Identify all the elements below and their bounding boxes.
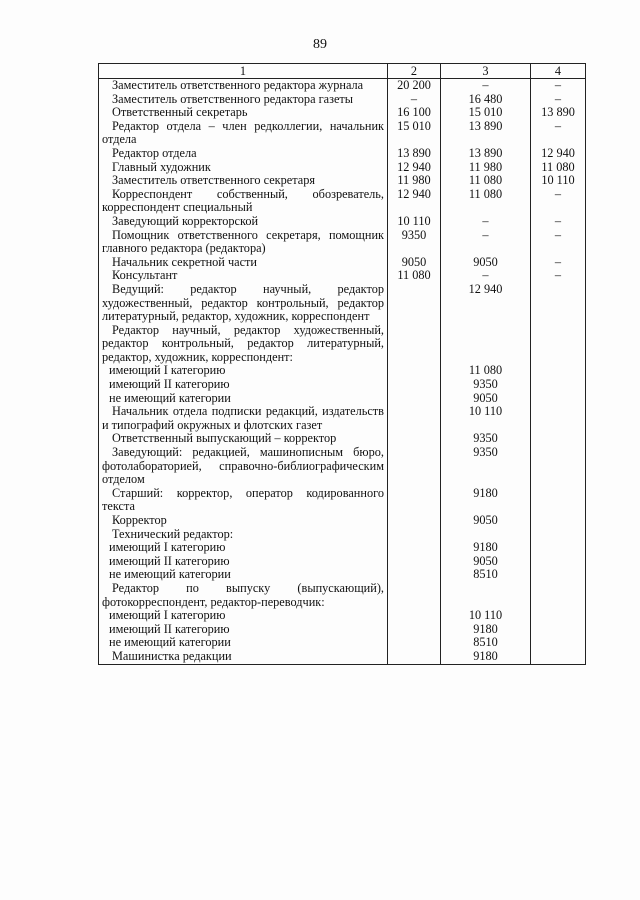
- column-header-1: 1: [99, 64, 388, 79]
- salary-value-c3: [441, 582, 531, 609]
- salary-value-c3: –: [441, 215, 531, 229]
- salary-value-c3: 10 110: [441, 609, 531, 623]
- table-row: [99, 636, 586, 650]
- table-row: [99, 555, 586, 569]
- salary-value-c2: 9050: [388, 256, 441, 270]
- salary-table: [98, 63, 586, 665]
- table-row: [99, 79, 586, 93]
- position-name: имеющий I категорию: [99, 541, 388, 555]
- position-name: Начальник отдела подписки редакций, издательств и типографий окружных и флотских газет: [99, 405, 388, 432]
- table-row: [99, 528, 586, 542]
- position-name: Заведующий: редакцией, машинописным бюро, фотолабораторией, справочно-библиографическим отделом: [99, 446, 388, 487]
- salary-value-c2: [388, 528, 441, 542]
- salary-value-c2: 13 890: [388, 147, 441, 161]
- salary-value-c2: [388, 446, 441, 487]
- salary-value-c2: 20 200: [388, 79, 441, 93]
- salary-value-c4: [531, 283, 586, 324]
- position-name: имеющий II категорию: [99, 623, 388, 637]
- salary-value-c4: [531, 568, 586, 582]
- salary-table-container: [98, 63, 586, 665]
- column-header-3: 3: [441, 64, 531, 79]
- table-row: [99, 269, 586, 283]
- salary-value-c3: 9180: [441, 623, 531, 637]
- salary-value-c2: 11 980: [388, 174, 441, 188]
- position-name: Консультант: [99, 269, 388, 283]
- salary-value-c2: [388, 487, 441, 514]
- salary-value-c2: [388, 568, 441, 582]
- table-row: [99, 229, 586, 256]
- position-name: имеющий II категорию: [99, 555, 388, 569]
- salary-value-c4: 10 110: [531, 174, 586, 188]
- position-name: Старший: корректор, оператор кодированного текста: [99, 487, 388, 514]
- salary-value-c3: 13 890: [441, 120, 531, 147]
- salary-value-c4: –: [531, 229, 586, 256]
- table-row: [99, 650, 586, 664]
- salary-value-c3: 9050: [441, 514, 531, 528]
- salary-value-c3: 8510: [441, 568, 531, 582]
- salary-value-c4: [531, 446, 586, 487]
- salary-value-c3: [441, 528, 531, 542]
- position-name: Начальник секретной части: [99, 256, 388, 270]
- salary-value-c4: –: [531, 120, 586, 147]
- table-row: [99, 147, 586, 161]
- salary-value-c2: 11 080: [388, 269, 441, 283]
- column-header-2: 2: [388, 64, 441, 79]
- salary-value-c2: [388, 623, 441, 637]
- table-row: [99, 364, 586, 378]
- position-name: имеющий I категорию: [99, 364, 388, 378]
- table-row: [99, 392, 586, 406]
- table-row: [99, 487, 586, 514]
- salary-value-c3: 9350: [441, 446, 531, 487]
- salary-value-c2: [388, 636, 441, 650]
- salary-value-c4: –: [531, 215, 586, 229]
- salary-value-c4: [531, 582, 586, 609]
- salary-value-c4: –: [531, 93, 586, 107]
- salary-value-c3: 12 940: [441, 283, 531, 324]
- table-header: [99, 64, 586, 79]
- salary-value-c3: –: [441, 269, 531, 283]
- table-body: [99, 79, 586, 665]
- salary-value-c2: [388, 609, 441, 623]
- position-name: Главный художник: [99, 161, 388, 175]
- salary-value-c3: 8510: [441, 636, 531, 650]
- position-name: имеющий II категорию: [99, 378, 388, 392]
- salary-value-c4: [531, 623, 586, 637]
- salary-value-c2: –: [388, 93, 441, 107]
- salary-value-c4: [531, 364, 586, 378]
- salary-value-c4: [531, 392, 586, 406]
- salary-value-c3: 11 980: [441, 161, 531, 175]
- salary-value-c4: [531, 650, 586, 664]
- position-name: Технический редактор:: [99, 528, 388, 542]
- salary-value-c2: 15 010: [388, 120, 441, 147]
- position-name: Заместитель ответственного секретаря: [99, 174, 388, 188]
- salary-value-c4: 12 940: [531, 147, 586, 161]
- table-row: [99, 188, 586, 215]
- salary-value-c4: 11 080: [531, 161, 586, 175]
- salary-value-c3: 9350: [441, 432, 531, 446]
- salary-value-c2: [388, 541, 441, 555]
- salary-value-c4: [531, 541, 586, 555]
- salary-value-c4: [531, 432, 586, 446]
- salary-value-c2: 9350: [388, 229, 441, 256]
- position-name: Корректор: [99, 514, 388, 528]
- table-row: [99, 568, 586, 582]
- salary-value-c3: 9050: [441, 256, 531, 270]
- table-row: [99, 609, 586, 623]
- salary-value-c3: 15 010: [441, 106, 531, 120]
- table-row: [99, 514, 586, 528]
- page-number: 89: [313, 37, 327, 52]
- salary-value-c3: 10 110: [441, 405, 531, 432]
- table-row: [99, 541, 586, 555]
- salary-value-c2: 12 940: [388, 188, 441, 215]
- column-header-4: 4: [531, 64, 586, 79]
- position-name: Ответственный выпускающий – корректор: [99, 432, 388, 446]
- table-row: [99, 161, 586, 175]
- salary-value-c2: 12 940: [388, 161, 441, 175]
- salary-value-c2: [388, 582, 441, 609]
- salary-value-c3: 9050: [441, 392, 531, 406]
- salary-value-c3: –: [441, 79, 531, 93]
- position-name: Помощник ответственного секретаря, помощник главного редактора (редактора): [99, 229, 388, 256]
- salary-value-c2: [388, 650, 441, 664]
- salary-value-c2: [388, 555, 441, 569]
- table-row: [99, 120, 586, 147]
- salary-value-c2: [388, 432, 441, 446]
- salary-value-c4: –: [531, 188, 586, 215]
- salary-value-c3: 9350: [441, 378, 531, 392]
- salary-value-c4: –: [531, 269, 586, 283]
- position-name: Редактор по выпуску (выпускающий), фотокорреспондент, редактор-переводчик:: [99, 582, 388, 609]
- table-row: [99, 174, 586, 188]
- salary-value-c2: [388, 405, 441, 432]
- position-name: имеющий I категорию: [99, 609, 388, 623]
- header-row: [99, 64, 586, 79]
- table-row: [99, 405, 586, 432]
- salary-value-c3: [441, 324, 531, 365]
- position-name: Машинистка редакции: [99, 650, 388, 664]
- position-name: Ведущий: редактор научный, редактор художественный, редактор контрольный, редактор литературный, редактор, художник, корреспондент: [99, 283, 388, 324]
- salary-value-c4: [531, 555, 586, 569]
- salary-value-c3: 9180: [441, 487, 531, 514]
- salary-value-c2: [388, 392, 441, 406]
- salary-value-c2: [388, 378, 441, 392]
- salary-value-c3: 11 080: [441, 174, 531, 188]
- salary-value-c4: [531, 609, 586, 623]
- salary-value-c4: 13 890: [531, 106, 586, 120]
- table-row: [99, 446, 586, 487]
- table-row: [99, 324, 586, 365]
- table-row: [99, 582, 586, 609]
- salary-value-c3: 9050: [441, 555, 531, 569]
- position-name: Редактор отдела – член редколлегии, начальник отдела: [99, 120, 388, 147]
- salary-value-c2: [388, 324, 441, 365]
- table-row: [99, 432, 586, 446]
- salary-value-c3: –: [441, 229, 531, 256]
- table-row: [99, 106, 586, 120]
- salary-value-c4: –: [531, 256, 586, 270]
- salary-value-c4: [531, 405, 586, 432]
- salary-value-c2: [388, 364, 441, 378]
- salary-value-c3: 9180: [441, 541, 531, 555]
- salary-value-c4: [531, 324, 586, 365]
- salary-value-c3: 11 080: [441, 188, 531, 215]
- position-name: не имеющий категории: [99, 392, 388, 406]
- position-name: Редактор научный, редактор художественный, редактор контрольный, редактор литературный, редактор, художник, корреспондент:: [99, 324, 388, 365]
- salary-value-c4: –: [531, 79, 586, 93]
- table-row: [99, 378, 586, 392]
- position-name: не имеющий категории: [99, 636, 388, 650]
- table-row: [99, 256, 586, 270]
- salary-value-c4: [531, 487, 586, 514]
- table-row: [99, 623, 586, 637]
- position-name: Заместитель ответственного редактора газеты: [99, 93, 388, 107]
- salary-value-c3: 13 890: [441, 147, 531, 161]
- table-row: [99, 215, 586, 229]
- position-name: Корреспондент собственный, обозреватель, корреспондент специальный: [99, 188, 388, 215]
- position-name: Заместитель ответственного редактора журнала: [99, 79, 388, 93]
- position-name: не имеющий категории: [99, 568, 388, 582]
- salary-value-c3: 11 080: [441, 364, 531, 378]
- salary-value-c3: 16 480: [441, 93, 531, 107]
- position-name: Заведующий корректорской: [99, 215, 388, 229]
- salary-value-c4: [531, 636, 586, 650]
- salary-value-c4: [531, 378, 586, 392]
- position-name: Ответственный секретарь: [99, 106, 388, 120]
- position-name: Редактор отдела: [99, 147, 388, 161]
- salary-value-c2: 16 100: [388, 106, 441, 120]
- table-row: [99, 93, 586, 107]
- salary-value-c4: [531, 528, 586, 542]
- salary-value-c3: 9180: [441, 650, 531, 664]
- salary-value-c2: [388, 514, 441, 528]
- salary-value-c2: 10 110: [388, 215, 441, 229]
- salary-value-c2: [388, 283, 441, 324]
- table-row: [99, 283, 586, 324]
- salary-value-c4: [531, 514, 586, 528]
